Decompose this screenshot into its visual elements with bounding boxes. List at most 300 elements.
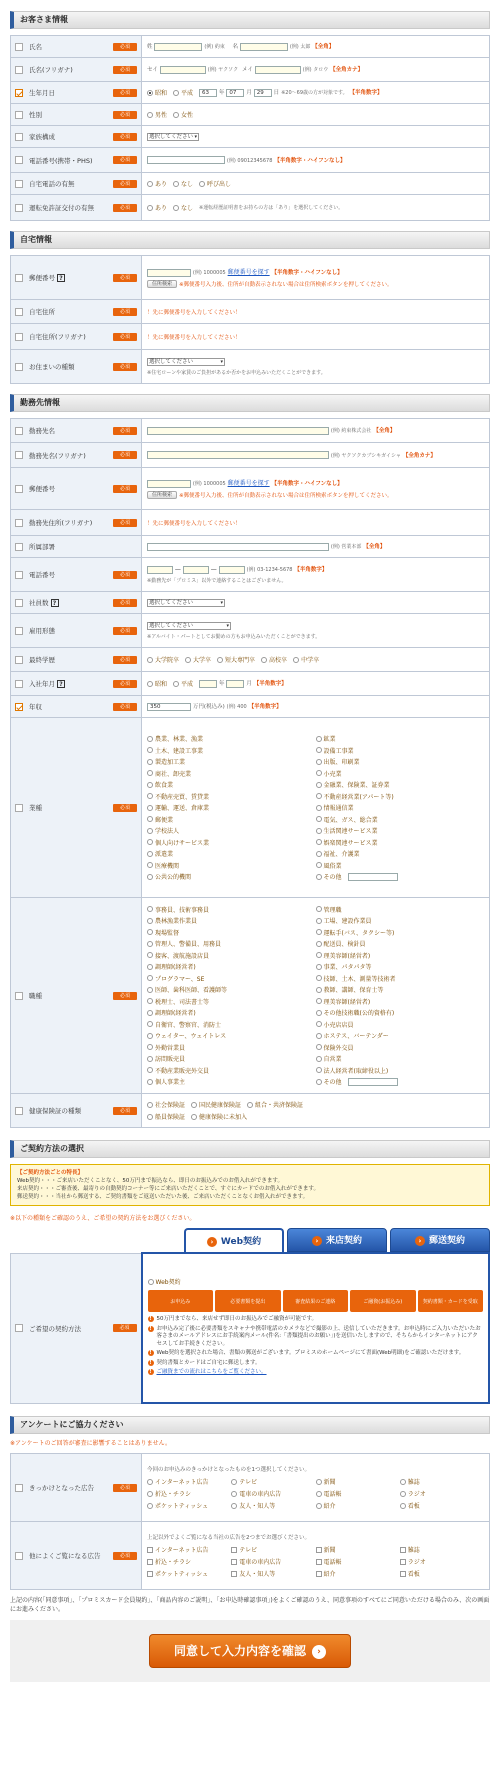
work-zip-input[interactable] bbox=[147, 480, 191, 488]
employ-select[interactable]: 選択してください ▾ bbox=[147, 622, 231, 630]
option-label: ポケットティッシュ bbox=[155, 1571, 209, 1578]
contract-features bbox=[10, 1164, 490, 1206]
check-icon bbox=[15, 599, 23, 607]
trigger-value bbox=[142, 1454, 490, 1522]
option-label: 娯楽関連サービス業 bbox=[323, 839, 378, 847]
option-radio[interactable] bbox=[316, 1033, 322, 1039]
check-icon bbox=[15, 180, 23, 188]
option-radio[interactable] bbox=[147, 782, 153, 788]
option-label: インターネット広告 bbox=[155, 1479, 209, 1486]
option-item bbox=[316, 916, 485, 925]
joined-month-input[interactable] bbox=[226, 680, 244, 688]
homephone-yes-radio[interactable] bbox=[147, 181, 153, 187]
mei-label: 名 bbox=[232, 44, 239, 51]
home-zip-search-link[interactable]: 郵便番号を探す bbox=[227, 269, 270, 276]
option-radio[interactable] bbox=[147, 1479, 153, 1485]
residence-select[interactable]: 選択してください ▾ bbox=[147, 358, 225, 366]
option-radio[interactable] bbox=[316, 1479, 322, 1485]
residence-hint: ※住宅ローンや家賃のご負担があるか否かをお申込みいただくことができます。 bbox=[147, 369, 326, 376]
required-badge: 必須 bbox=[113, 204, 137, 212]
home-addrkana-label: 自宅住所(フリガナ) bbox=[29, 333, 86, 341]
option-label: テレビ bbox=[239, 1547, 258, 1554]
option-radio[interactable] bbox=[316, 782, 322, 788]
option-radio[interactable] bbox=[147, 862, 153, 868]
contract-notes bbox=[148, 1316, 484, 1377]
option-label: 電気、ガス、総合業 bbox=[323, 816, 378, 824]
option-item bbox=[147, 997, 316, 1006]
option-radio[interactable] bbox=[147, 998, 153, 1004]
edu-radio[interactable] bbox=[185, 657, 191, 663]
option-radio[interactable] bbox=[147, 793, 153, 799]
option-label: 管理人、警備員、用務員 bbox=[155, 941, 222, 949]
edu-option: 中学卒 bbox=[301, 657, 320, 664]
work-address-search-button[interactable] bbox=[147, 491, 177, 499]
option-radio[interactable] bbox=[316, 1021, 322, 1027]
staff-select[interactable]: 選択してください ▾ bbox=[147, 599, 225, 607]
required-badge: 必須 bbox=[113, 627, 137, 635]
arrow-icon: › bbox=[207, 1237, 217, 1247]
option-radio[interactable] bbox=[400, 1479, 406, 1485]
option-label: ホステス、バーテンダー bbox=[323, 1033, 389, 1041]
option-radio[interactable] bbox=[231, 1479, 237, 1485]
contract-note: ※以下の種類をご確認のうえ、ご希望の契約方法をお選びください。 bbox=[10, 1215, 196, 1222]
option-radio[interactable] bbox=[316, 998, 322, 1004]
license-yes-label: あり bbox=[155, 205, 168, 212]
license-yes-radio[interactable] bbox=[147, 205, 153, 211]
option-item bbox=[316, 1054, 485, 1063]
sei-kana-input[interactable] bbox=[160, 66, 206, 74]
work-addr-label: 勤務先住所(フリガナ) bbox=[29, 519, 93, 527]
option-radio[interactable] bbox=[147, 1079, 153, 1085]
option-label: 設備工事業 bbox=[323, 747, 354, 755]
other-input[interactable] bbox=[348, 1078, 398, 1086]
work-name-input[interactable] bbox=[147, 427, 329, 435]
check-icon bbox=[15, 204, 23, 212]
option-item bbox=[316, 1489, 400, 1498]
option-radio[interactable] bbox=[147, 805, 153, 811]
submit-label: 同意して入力内容を確認 bbox=[173, 1644, 306, 1658]
work-phone-input-2[interactable] bbox=[183, 566, 209, 574]
check-icon bbox=[15, 111, 23, 119]
required-badge: 必須 bbox=[113, 680, 137, 688]
option-radio[interactable] bbox=[147, 975, 153, 981]
required-badge: 必須 bbox=[113, 571, 137, 579]
family-label: 家族構成 bbox=[29, 133, 55, 141]
required-badge: 必須 bbox=[113, 519, 137, 527]
era-heisei-label: 平成 bbox=[181, 90, 194, 97]
option-checkbox[interactable] bbox=[316, 1559, 322, 1565]
option-item bbox=[316, 861, 485, 870]
option-checkbox[interactable] bbox=[147, 1559, 153, 1565]
phone-input[interactable] bbox=[147, 156, 225, 164]
joined-year-input[interactable] bbox=[199, 680, 217, 688]
option-radio[interactable] bbox=[147, 874, 153, 880]
work-kana-example: (例) ヤクソクカブシキガイシャ bbox=[330, 452, 401, 459]
option-item bbox=[316, 826, 485, 835]
option-label: ポケットティッシュ bbox=[155, 1503, 209, 1510]
option-item bbox=[147, 849, 316, 858]
option-radio[interactable] bbox=[316, 816, 322, 822]
section-home-title: 自宅情報 bbox=[10, 231, 490, 249]
option-label: 訪問販売員 bbox=[155, 1056, 186, 1064]
option-radio[interactable] bbox=[147, 1044, 153, 1050]
edu-label: 最終学歴 bbox=[29, 656, 55, 664]
work-addr-value bbox=[142, 510, 490, 536]
joined-heisei-label: 平成 bbox=[181, 681, 194, 688]
option-item bbox=[316, 1545, 400, 1554]
option-checkbox[interactable] bbox=[231, 1571, 237, 1577]
job-label-cell bbox=[11, 898, 142, 1094]
option-checkbox[interactable] bbox=[400, 1571, 406, 1577]
option-checkbox[interactable] bbox=[147, 1571, 153, 1577]
seen-label: 他によくご覧になる広告 bbox=[29, 1552, 101, 1560]
option-radio[interactable] bbox=[147, 1033, 153, 1039]
option-item bbox=[316, 1569, 400, 1578]
option-label: ラジオ bbox=[407, 1491, 426, 1498]
female-radio[interactable] bbox=[173, 112, 179, 118]
option-radio[interactable] bbox=[316, 805, 322, 811]
insurance-radio[interactable] bbox=[147, 1114, 153, 1120]
help-icon[interactable]: ? bbox=[51, 599, 59, 607]
option-label: 個人向けサービス業 bbox=[155, 839, 210, 847]
required-badge: 必須 bbox=[113, 180, 137, 188]
option-radio[interactable] bbox=[316, 1067, 322, 1073]
homephone-no-radio[interactable] bbox=[173, 181, 179, 187]
home-zip-value bbox=[142, 256, 490, 300]
option-radio[interactable] bbox=[316, 918, 322, 924]
option-radio[interactable] bbox=[147, 1056, 153, 1062]
option-label: 情報通信業 bbox=[323, 805, 354, 812]
dept-example: (例) 営業本部 bbox=[330, 544, 362, 551]
insurance-radio[interactable] bbox=[191, 1114, 197, 1120]
help-icon[interactable]: ? bbox=[57, 680, 65, 688]
option-checkbox[interactable] bbox=[400, 1547, 406, 1553]
option-label: 事務員、技術事務員 bbox=[155, 906, 210, 914]
required-badge: 必須 bbox=[113, 111, 137, 119]
option-label: 不動産経営業(アパート等) bbox=[323, 793, 394, 801]
other-input[interactable] bbox=[348, 873, 398, 881]
check-icon bbox=[15, 656, 23, 664]
birth-year-input[interactable]: 63 bbox=[199, 89, 217, 97]
sei-kana-label: セイ bbox=[147, 67, 158, 74]
insurance-option: 健康保険に未加入 bbox=[199, 1114, 248, 1121]
license-no-radio[interactable] bbox=[173, 205, 179, 211]
birth-month-input[interactable]: 07 bbox=[226, 89, 244, 97]
option-radio[interactable] bbox=[316, 747, 322, 753]
option-radio[interactable] bbox=[147, 1010, 153, 1016]
check-icon bbox=[15, 804, 23, 812]
homephone-call-radio[interactable] bbox=[199, 181, 205, 187]
option-radio[interactable] bbox=[316, 862, 322, 868]
option-radio[interactable] bbox=[147, 1067, 153, 1073]
contract-note-item: ! 契約書類とカードはご自宅に郵送します。 bbox=[148, 1360, 484, 1368]
birth-note: 【半角数字】 bbox=[349, 90, 383, 96]
option-radio[interactable] bbox=[316, 1056, 322, 1062]
option-radio[interactable] bbox=[316, 770, 322, 776]
male-radio[interactable] bbox=[147, 112, 153, 118]
contract-note-item: ! Web契約を選択された場合、書類の郵送がございます。プロミスのホームページにて書面(Web明細)をご確認いただけます。 bbox=[148, 1350, 484, 1358]
help-icon[interactable]: ? bbox=[57, 274, 65, 282]
option-radio[interactable] bbox=[147, 839, 153, 845]
tab-mail-label: 郵送契約 bbox=[428, 1236, 465, 1246]
tab-web-contract[interactable] bbox=[184, 1228, 284, 1252]
sei-input[interactable] bbox=[154, 43, 202, 51]
work-name-label: 勤務先名 bbox=[29, 427, 55, 435]
birth-value bbox=[142, 82, 490, 104]
work-phone-input-1[interactable] bbox=[147, 566, 173, 574]
option-checkbox[interactable] bbox=[316, 1547, 322, 1553]
option-label: 自衛官、警察官、消防士 bbox=[155, 1021, 222, 1029]
option-label: 運輸、運送、倉庫業 bbox=[155, 805, 210, 812]
sei-kana-example: (例) ヤクソク bbox=[207, 67, 239, 74]
insurance-radio[interactable] bbox=[247, 1102, 253, 1108]
option-item bbox=[147, 939, 316, 948]
option-item bbox=[316, 769, 485, 778]
option-radio[interactable] bbox=[316, 964, 322, 970]
tab-store-contract[interactable] bbox=[287, 1228, 387, 1252]
option-radio[interactable] bbox=[316, 1079, 322, 1085]
option-radio[interactable] bbox=[147, 918, 153, 924]
option-label: 現場監督 bbox=[155, 929, 180, 937]
mei-input[interactable] bbox=[240, 43, 288, 51]
dept-input[interactable] bbox=[147, 543, 329, 551]
option-item bbox=[316, 803, 485, 812]
option-radio[interactable] bbox=[231, 1491, 237, 1497]
contract-form bbox=[10, 1252, 490, 1404]
option-label: 公共公的機関 bbox=[155, 874, 192, 881]
option-radio[interactable] bbox=[147, 1503, 153, 1509]
option-label: 商社、卸売業 bbox=[155, 770, 192, 778]
option-label: 折込・チラシ bbox=[155, 1559, 192, 1566]
option-checkbox[interactable] bbox=[400, 1559, 406, 1565]
option-item bbox=[316, 872, 485, 881]
option-radio[interactable] bbox=[316, 1503, 322, 1509]
option-label: 紹介 bbox=[323, 1503, 336, 1510]
era-showa-radio[interactable] bbox=[147, 90, 153, 96]
home-address-search-button[interactable] bbox=[147, 280, 177, 288]
option-radio[interactable] bbox=[147, 906, 153, 912]
option-item bbox=[316, 1501, 400, 1510]
insurance-label-cell bbox=[11, 1094, 142, 1128]
check-icon bbox=[15, 543, 23, 551]
family-select[interactable]: 選択してください ▾ bbox=[147, 133, 199, 141]
option-radio[interactable] bbox=[316, 1044, 322, 1050]
option-radio[interactable] bbox=[147, 816, 153, 822]
option-radio[interactable] bbox=[147, 759, 153, 765]
era-heisei-radio[interactable] bbox=[173, 90, 179, 96]
option-radio[interactable] bbox=[316, 987, 322, 993]
option-radio[interactable] bbox=[147, 964, 153, 970]
work-zip-label: 郵便番号 bbox=[29, 485, 55, 493]
option-label: 鉱業 bbox=[323, 736, 336, 743]
trigger-label: きっかけとなった広告 bbox=[29, 1484, 94, 1492]
work-address-search-label: 住所検索 bbox=[152, 492, 173, 498]
option-radio[interactable] bbox=[147, 952, 153, 958]
check-icon bbox=[15, 427, 23, 435]
required-badge: 必須 bbox=[113, 703, 137, 711]
submit-button[interactable] bbox=[149, 1634, 351, 1668]
homephone-value bbox=[142, 173, 490, 195]
tab-mail-contract[interactable] bbox=[390, 1228, 490, 1252]
option-label: 運転手(バス、タクシー等) bbox=[323, 929, 395, 937]
option-label: 電話帳 bbox=[323, 1559, 342, 1566]
option-radio[interactable] bbox=[147, 1021, 153, 1027]
option-radio[interactable] bbox=[316, 874, 322, 880]
arrow-right-icon: › bbox=[312, 1645, 326, 1659]
insurance-radio[interactable] bbox=[147, 1102, 153, 1108]
check-icon bbox=[15, 66, 23, 74]
industry-label: 業種 bbox=[29, 804, 42, 812]
edu-label-cell bbox=[11, 648, 142, 672]
option-item bbox=[316, 974, 485, 983]
option-label: 配送員、検針員 bbox=[323, 941, 366, 949]
job-options bbox=[147, 905, 484, 1087]
home-zip-input[interactable] bbox=[147, 269, 191, 277]
option-radio[interactable] bbox=[316, 975, 322, 981]
mei-kana-label: メイ bbox=[241, 67, 253, 74]
option-item bbox=[316, 1020, 485, 1029]
homephone-label: 自宅電話の有無 bbox=[29, 180, 75, 188]
trigger-label-cell bbox=[11, 1454, 142, 1522]
option-radio[interactable] bbox=[316, 941, 322, 947]
edu-option: 大学卒 bbox=[193, 657, 212, 664]
work-phone-input-3[interactable] bbox=[219, 566, 245, 574]
work-kana-value bbox=[142, 443, 490, 468]
option-label: 教師、講師、保育士等 bbox=[323, 987, 384, 995]
option-radio[interactable] bbox=[316, 929, 322, 935]
mei-kana-input[interactable] bbox=[255, 66, 301, 74]
section-survey-title: アンケートにご協力ください bbox=[10, 1416, 490, 1434]
work-zip-search-link[interactable]: 郵便番号を探す bbox=[227, 480, 270, 487]
web-contract-radio[interactable] bbox=[148, 1279, 154, 1285]
option-label: 接客、渡航施設店員 bbox=[155, 952, 210, 960]
option-item bbox=[316, 1008, 485, 1017]
option-radio[interactable] bbox=[316, 906, 322, 912]
contract-flow-link[interactable]: ! ご融資までの流れはこちらをご覧ください。 bbox=[148, 1369, 484, 1377]
option-item bbox=[316, 1043, 485, 1052]
option-radio[interactable] bbox=[147, 851, 153, 857]
employ-label: 雇用形態 bbox=[29, 627, 55, 635]
option-checkbox[interactable] bbox=[231, 1547, 237, 1553]
work-name-note: 【全角】 bbox=[373, 428, 396, 435]
insurance-option: 船員保険証 bbox=[155, 1114, 186, 1121]
homephone-label-cell bbox=[11, 173, 142, 195]
work-phone-value: — — (例) 03-1234-5678 【半角数字】 ※勤務先が「プロミス」以外で連絡することはございません。 bbox=[142, 558, 490, 592]
option-radio[interactable] bbox=[316, 952, 322, 958]
features-title: 【ご契約方法ごとの特長】 bbox=[17, 1170, 84, 1176]
option-radio[interactable] bbox=[316, 736, 322, 742]
income-label-cell bbox=[11, 696, 142, 718]
joined-heisei-radio[interactable] bbox=[173, 681, 179, 687]
work-phone-example: (例) 03-1234-5678 bbox=[246, 567, 293, 574]
work-kana-input[interactable] bbox=[147, 451, 329, 459]
option-item bbox=[316, 734, 485, 743]
option-item bbox=[147, 1501, 231, 1510]
trigger-options bbox=[147, 1477, 484, 1510]
required-badge: 必須 bbox=[113, 333, 137, 341]
flow-step: ご融資(お振込み) bbox=[350, 1290, 416, 1312]
option-radio[interactable] bbox=[147, 736, 153, 742]
residence-label-cell bbox=[11, 350, 142, 384]
option-item bbox=[316, 1077, 485, 1086]
insurance-option: 国民健康保険証 bbox=[199, 1102, 242, 1109]
option-radio[interactable] bbox=[316, 1491, 322, 1497]
option-radio[interactable] bbox=[147, 941, 153, 947]
sei-label: 姓 bbox=[147, 44, 153, 51]
section-contract-title: ご契約方法の選択 bbox=[10, 1140, 490, 1158]
edu-radio[interactable] bbox=[217, 657, 223, 663]
mei-example: (例) 太郎 bbox=[289, 44, 311, 51]
family-label-cell bbox=[11, 126, 142, 148]
option-item bbox=[147, 1020, 316, 1029]
edu-radio[interactable] bbox=[261, 657, 267, 663]
customer-form bbox=[10, 35, 490, 221]
option-radio[interactable] bbox=[147, 1491, 153, 1497]
option-radio[interactable] bbox=[316, 759, 322, 765]
option-item bbox=[316, 780, 485, 789]
survey-form bbox=[10, 1453, 490, 1590]
edu-radio[interactable] bbox=[293, 657, 299, 663]
option-radio[interactable] bbox=[316, 851, 322, 857]
option-label: 医療機関 bbox=[155, 862, 180, 870]
work-zip-note: 【半角数字・ハイフンなし】 bbox=[271, 481, 343, 487]
option-label: 土木、建設工事業 bbox=[155, 747, 204, 755]
option-checkbox[interactable] bbox=[147, 1547, 153, 1553]
check-icon bbox=[15, 1552, 23, 1560]
required-badge: 必須 bbox=[113, 599, 137, 607]
phone-label: 電話番号(携帯・PHS) bbox=[29, 156, 93, 165]
flow-step: 審査結果のご連絡 bbox=[283, 1290, 349, 1312]
insurance-radio[interactable] bbox=[191, 1102, 197, 1108]
option-label: プログラマー、SE bbox=[155, 975, 205, 983]
birth-day-input[interactable]: 29 bbox=[254, 89, 272, 97]
income-input[interactable]: 350 bbox=[147, 703, 191, 711]
section-work-title: 勤務先情報 bbox=[10, 394, 490, 412]
option-item bbox=[316, 838, 485, 847]
option-checkbox[interactable] bbox=[316, 1571, 322, 1577]
option-radio[interactable] bbox=[147, 770, 153, 776]
option-radio[interactable] bbox=[316, 793, 322, 799]
feature-web: Web契約・・・ご来店いただくことなく、50万円まで振込なら、即日のお振込みでのお借入れができます。 bbox=[17, 1178, 283, 1184]
option-label: 技師、土木、測量等技術者 bbox=[323, 975, 396, 983]
option-radio[interactable] bbox=[147, 747, 153, 753]
option-item bbox=[400, 1545, 484, 1554]
option-radio[interactable] bbox=[316, 828, 322, 834]
option-radio[interactable] bbox=[147, 929, 153, 935]
option-checkbox[interactable] bbox=[231, 1559, 237, 1565]
survey-note: ※アンケートのご回答が審査に影響することはありません。 bbox=[10, 1440, 172, 1447]
contract-value bbox=[142, 1253, 490, 1403]
option-item bbox=[231, 1477, 315, 1486]
option-radio[interactable] bbox=[400, 1503, 406, 1509]
option-radio[interactable] bbox=[147, 828, 153, 834]
option-item bbox=[400, 1557, 484, 1566]
phone-note: 【半角数字・ハイフンなし】 bbox=[274, 157, 346, 164]
option-radio[interactable] bbox=[316, 1010, 322, 1016]
option-label: 個人事業主 bbox=[155, 1079, 186, 1087]
option-radio[interactable] bbox=[231, 1503, 237, 1509]
option-radio[interactable] bbox=[316, 839, 322, 845]
option-label: 派遣業 bbox=[155, 851, 174, 858]
option-radio[interactable] bbox=[147, 987, 153, 993]
option-radio[interactable] bbox=[400, 1491, 406, 1497]
birth-hint: ※20〜69歳の方が対象です。 bbox=[281, 90, 348, 96]
edu-radio[interactable] bbox=[147, 657, 153, 663]
check-icon bbox=[15, 133, 23, 141]
joined-showa-radio[interactable] bbox=[147, 681, 153, 687]
check-icon bbox=[15, 89, 23, 97]
required-badge: 必須 bbox=[113, 485, 137, 493]
